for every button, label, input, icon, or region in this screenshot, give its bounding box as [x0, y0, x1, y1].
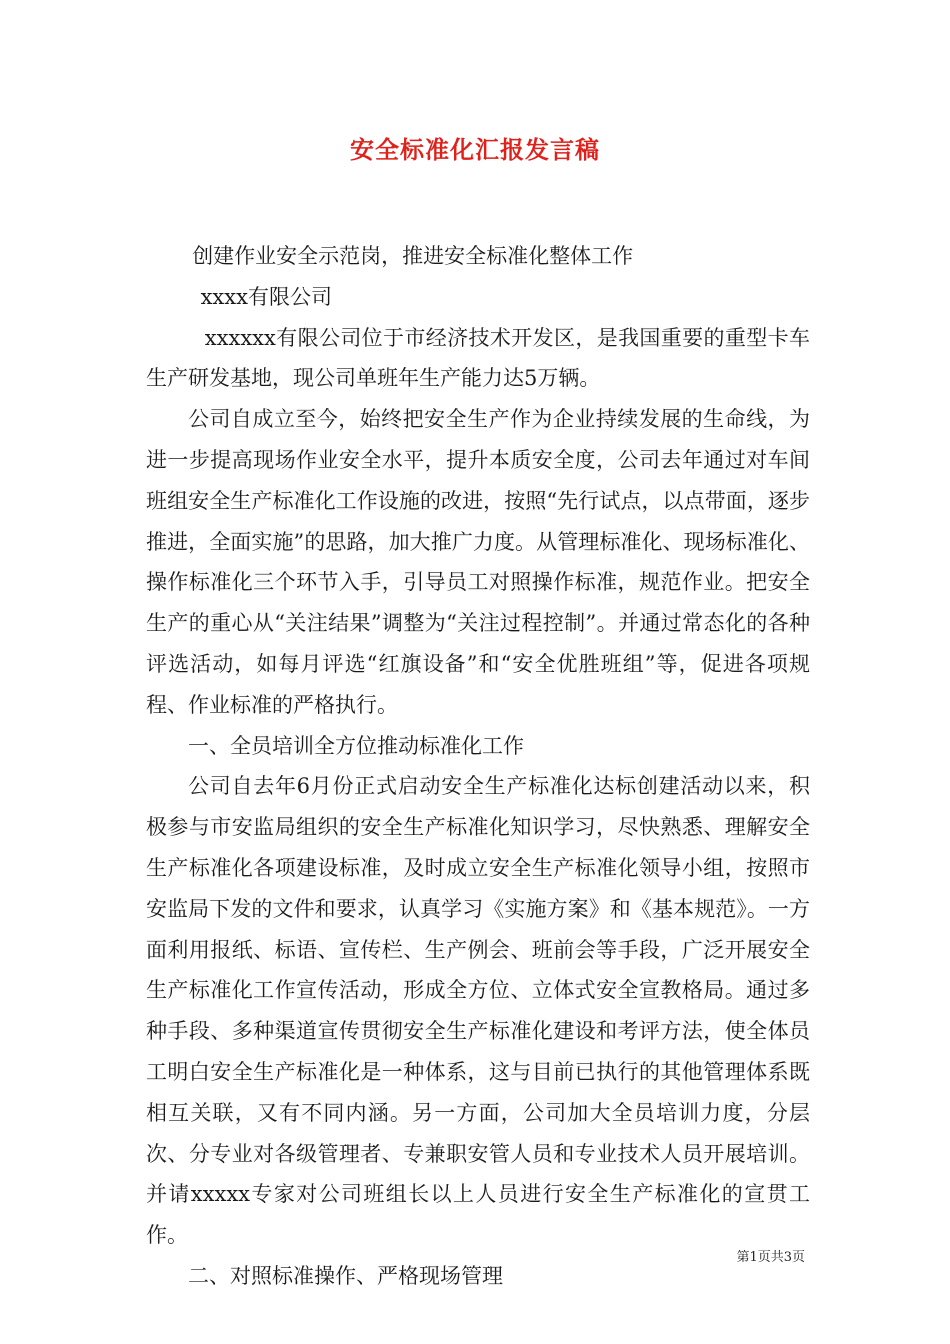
- document-title: 安全标准化汇报发言稿: [350, 135, 600, 164]
- paragraph-history: 公司自成立至今，始终把安全生产作为企业持续发展的生命线，为进一步提高现场作业安全水平，提升本质安全度，公司去年通过对车间班组安全生产标准化工作设施的改进，按照“先行试点，以点带面，逐步推进，全面实施”的思路，加大推广力度。从管理标准化、现场标准化、操作标准化三个环节入手，引导员工对照操作标准，规范作业。把安全生产的重心从“关注结果”调整为“关注过程控制”。并通过常态化的各种评选活动，如每月评选“红旗设备”和“安全优胜班组”等，促进各项规程、作业标准的严格执行。: [146, 407, 810, 717]
- paragraph-intro: xxxxxx有限公司位于市经济技术开发区，是我国重要的重型卡车生产研发基地，现公司单班年生产能力达5万辆。: [146, 325, 810, 391]
- page-indicator: 第1页共3页: [736, 1250, 805, 1265]
- section-heading-2: 二、对照标准操作、严格现场管理: [188, 1263, 503, 1288]
- document-subtitle: 创建作业安全示范岗，推进安全标准化整体工作: [192, 244, 634, 268]
- section-heading-1: 一、全员培训全方位推动标准化工作: [188, 733, 524, 758]
- document-body: [146, 236, 810, 1297]
- company-name: xxxx有限公司: [200, 284, 332, 309]
- paragraph-training: 公司自去年6月份正式启动安全生产标准化达标创建活动以来，积极参与市安监局组织的安全生产标准化知识学习，尽快熟悉、理解安全生产标准化各项建设标准，及时成立安全生产标准化领导小组，按照市安监局下发的文件和要求，认真学习《实施方案》和《基本规范》。一方面利用报纸、标语、宣传栏、生产例会、班前会等手段，广泛开展安全生产标准化工作宣传活动，形成全方位、立体式安全宣教格局。通过多种手段、多种渠道宣传贯彻安全生产标准化建设和考评方法，使全体员工明白安全生产标准化是一种体系，这与目前已执行的其他管理体系既相互关联，又有不同内涵。另一方面，公司加大全员培训力度，分层次、分专业对各级管理者、专兼职安管人员和专业技术人员开展培训。并请xxxxx专家对公司班组长以上人员进行安全生产标准化的宣贯工作。: [146, 774, 810, 1248]
